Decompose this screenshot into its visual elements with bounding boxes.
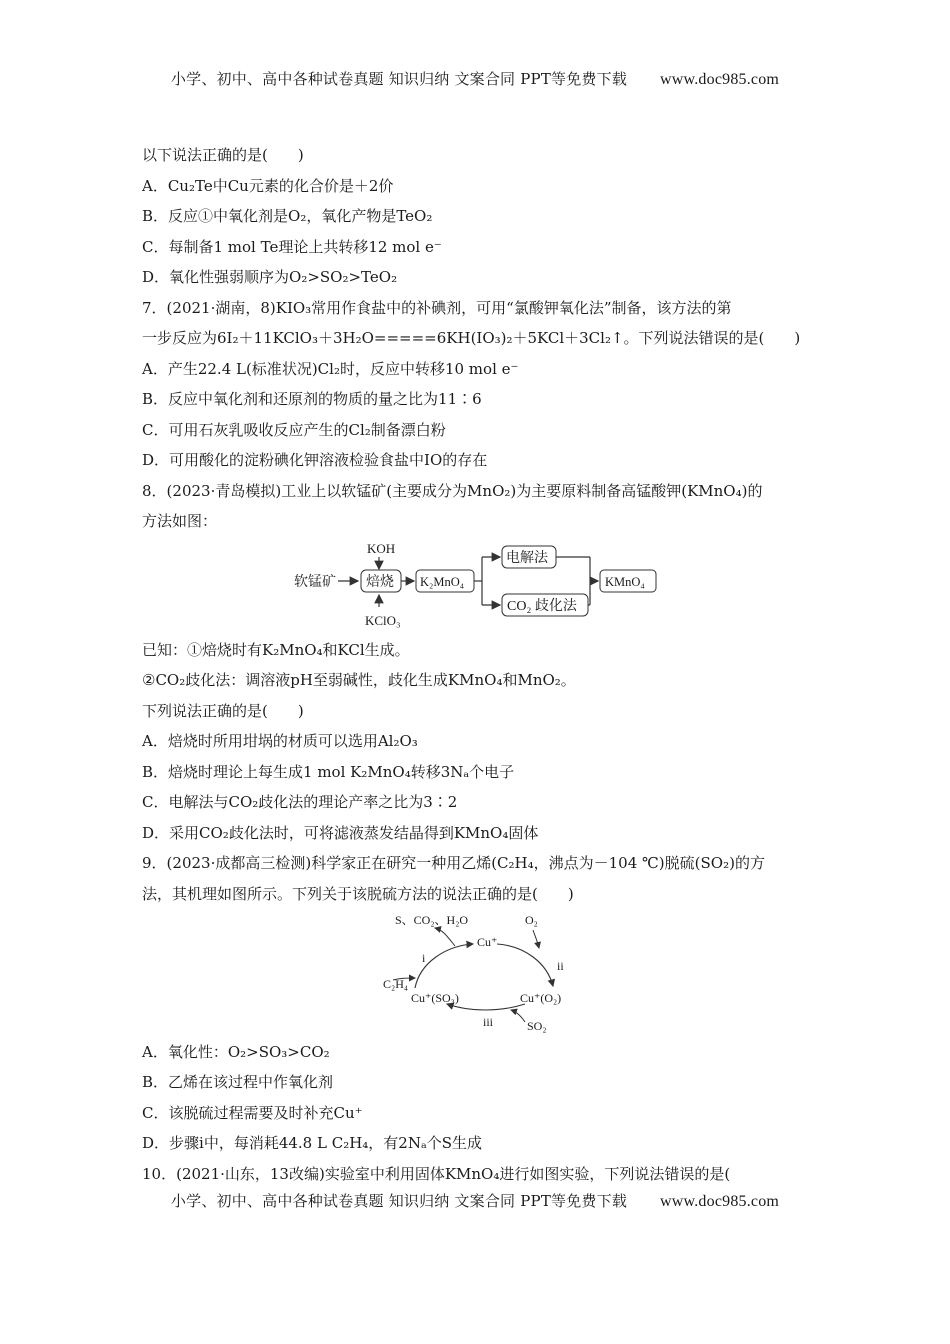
footer-text: 小学、初中、高中各种试卷真题 知识归纳 文案合同 PPT等免费下载 — [170, 1192, 628, 1210]
flow-branch-top: 电解法 — [506, 551, 548, 566]
flow-top-input: KOH — [367, 541, 396, 556]
q10-stem-1: 10．(2021·山东，13改编)实验室中利用固体KMnO₄进行如图实验，下列说法错误的是( — [142, 1165, 731, 1183]
header-site: www.doc985.com — [660, 71, 780, 88]
arc-step-ii — [497, 944, 553, 986]
q9-option-a: A．氧化性：O₂>SO₃>CO₂ — [142, 1043, 330, 1061]
flow-product: KMnO₄ — [605, 575, 645, 589]
q6-prompt: 以下说法正确的是( ) — [142, 146, 304, 164]
q6-option-c: C．每制备1 mol Te理论上共转移12 mol e⁻ — [142, 238, 442, 256]
q9-option-c: C．该脱硫过程需要及时补充Cu⁺ — [142, 1104, 363, 1122]
cycle-top-left-out: S、CO₂、H₂O — [395, 913, 469, 927]
flow-process: 焙烧 — [366, 575, 394, 590]
cycle-step-i: i — [422, 951, 426, 965]
cycle-step-ii: ii — [557, 959, 564, 973]
q7-option-b: B．反应中氧化剂和还原剂的物质的量之比为11∶6 — [142, 390, 482, 408]
flow-start: 软锰矿 — [294, 575, 336, 590]
q6-option-a: A．Cu₂Te中Cu元素的化合价是＋2价 — [142, 177, 394, 195]
header-text: 小学、初中、高中各种试卷真题 知识归纳 文案合同 PPT等免费下载 — [170, 70, 628, 88]
q8-option-b: B．焙烧时理论上每生成1 mol K₂MnO₄转移3Nₐ个电子 — [142, 763, 515, 781]
footer-site: www.doc985.com — [660, 1193, 780, 1210]
q8-option-d: D．采用CO₂歧化法时，可将滤液蒸发结晶得到KMnO₄固体 — [142, 824, 539, 842]
q9-stem-1: 9．(2023·成都高三检测)科学家正在研究一种用乙烯(C₂H₄，沸点为－104 ℃)脱硫(SO₂)的方 — [142, 854, 765, 872]
page-footer — [0, 1190, 950, 1211]
q7-option-a: A．产生22.4 L(标准状况)Cl₂时，反应中转移10 mol e⁻ — [142, 360, 519, 378]
q7-option-d: D．可用酸化的淀粉碘化钾溶液检验食盐中IO的存在 — [142, 451, 488, 469]
arrow-out-products — [435, 928, 455, 946]
q6-option-d: D．氧化性强弱顺序为O₂>SO₂>TeO₂ — [142, 268, 398, 286]
q6-option-b: B．反应①中氧化剂是O₂，氧化产物是TeO₂ — [142, 207, 433, 225]
arrow-in-so2 — [511, 1010, 525, 1022]
q9-option-d: D．步骤ⅰ中，每消耗44.8 L C₂H₄，有2Nₐ个S生成 — [142, 1134, 483, 1152]
cycle-center-top: Cu⁺ — [477, 935, 498, 949]
flow-bottom-input: KClO₃ — [365, 613, 401, 628]
q7-stem-2: 一步反应为6I₂＋11KClO₃＋3H₂O=====6KH(IO₃)₂＋5KCl＋3Cl₂↑。下列说法错误的是( ) — [142, 329, 801, 347]
q8-known-1: 已知：①焙烧时有K₂MnO₄和KCl生成。 — [142, 641, 410, 659]
cycle-bottom-left: Cu⁺(SO₃) — [411, 991, 459, 1005]
cu-cycle-diagram — [375, 908, 595, 1036]
cycle-left-in: C₂H₄ — [383, 977, 409, 991]
q8-option-a: A．焙烧时所用坩埚的材质可以选用Al₂O₃ — [142, 732, 418, 750]
q8-stem-2: 方法如图： — [142, 512, 218, 530]
kmno4-flow-diagram — [290, 535, 670, 635]
q9-stem-2: 法，其机理如图所示。下列关于该脱硫方法的说法正确的是( ) — [142, 885, 574, 903]
q8-prompt: 下列说法正确的是( ) — [142, 702, 304, 720]
arrow-in-o2 — [533, 930, 539, 948]
q8-stem-1: 8．(2023·青岛模拟)工业上以软锰矿(主要成分为MnO₂)为主要原料制备高锰酸钾(KMnO₄)的 — [142, 482, 763, 500]
q8-known-2: ②CO₂歧化法：调溶液pH至弱碱性，歧化生成KMnO₄和MnO₂。 — [142, 671, 576, 689]
q9-option-b: B．乙烯在该过程中作氧化剂 — [142, 1073, 334, 1091]
cycle-top-right-in: O₂ — [525, 913, 538, 927]
flow-branch-bottom: CO₂ 歧化法 — [507, 599, 577, 614]
flow-intermediate: K₂MnO₄ — [420, 575, 465, 589]
cycle-step-iii: iii — [483, 1015, 494, 1029]
cycle-bottom-in: SO₂ — [527, 1019, 547, 1033]
q7-stem-1: 7．(2021·湖南，8)KIO₃常用作食盐中的补碘剂，可用“氯酸钾氧化法”制备，该方法的第 — [142, 299, 732, 317]
cycle-bottom-right: Cu⁺(O₂) — [520, 991, 562, 1005]
q8-option-c: C．电解法与CO₂歧化法的理论产率之比为3∶2 — [142, 793, 458, 811]
page-header — [0, 68, 950, 89]
q7-option-c: C．可用石灰乳吸收反应产生的Cl₂制备漂白粉 — [142, 421, 446, 439]
